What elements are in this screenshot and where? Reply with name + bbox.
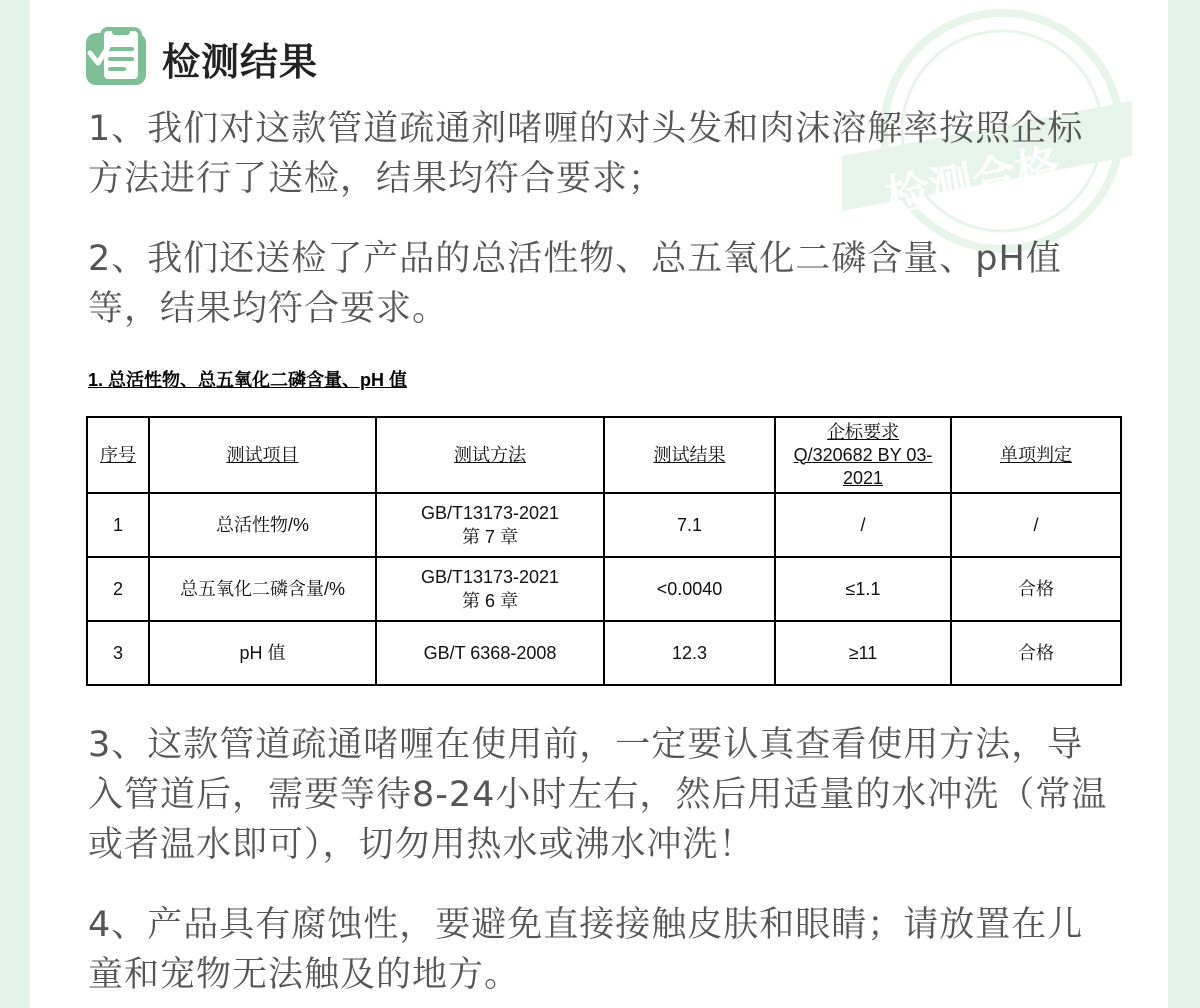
cell-result: 7.1 bbox=[604, 493, 775, 557]
cell-result: <0.0040 bbox=[604, 557, 775, 621]
stamp-text: 检测合格 bbox=[881, 139, 1065, 224]
cell-judgement: 合格 bbox=[951, 557, 1121, 621]
cell-no: 3 bbox=[87, 621, 149, 685]
paragraph-2: 2、我们还送检了产品的总活性物、总五氧化二磷含量、pH值等，结果均符合要求。 bbox=[88, 239, 1062, 329]
header-standard bbox=[775, 417, 951, 493]
header-method: 测试方法 bbox=[376, 417, 604, 493]
clipboard-check-icon bbox=[86, 27, 148, 89]
table-row bbox=[87, 557, 1121, 621]
cell-judgement: / bbox=[951, 493, 1121, 557]
table-row bbox=[87, 621, 1121, 685]
section-header bbox=[86, 26, 318, 90]
cell-no: 1 bbox=[87, 493, 149, 557]
cell-item: 总五氧化二磷含量/% bbox=[149, 557, 376, 621]
cell-standard: / bbox=[775, 493, 951, 557]
cell-method-line2: 第 6 章 bbox=[461, 591, 518, 611]
header-no: 序号 bbox=[87, 417, 149, 493]
cell-method bbox=[376, 557, 604, 621]
header-judgement: 单项判定 bbox=[951, 417, 1121, 493]
table-caption: 1. 总活性物、总五氧化二磷含量、pH 值 bbox=[88, 370, 408, 390]
cell-method-line1: GB/T13173-2021 bbox=[420, 503, 560, 523]
table-row bbox=[87, 493, 1121, 557]
header-item: 测试项目 bbox=[149, 417, 376, 493]
cell-result: 12.3 bbox=[604, 621, 775, 685]
header-standard-line2: Q/320682 BY 03- bbox=[793, 444, 933, 465]
header-result: 测试结果 bbox=[604, 417, 775, 493]
cell-method bbox=[376, 493, 604, 557]
table-header-row bbox=[87, 417, 1121, 493]
cell-method-line1: GB/T13173-2021 bbox=[420, 567, 560, 587]
paragraph-3: 3、这款管道疏通啫喱在使用前，一定要认真查看使用方法，导入管道后，需要等待8-24小时左右，然后用适量的水冲洗（常温或者温水即可），切勿用热水或沸水冲洗！ bbox=[88, 725, 1108, 865]
cell-method-line2: 第 7 章 bbox=[461, 527, 518, 547]
cell-no: 2 bbox=[87, 557, 149, 621]
cell-judgement: 合格 bbox=[951, 621, 1121, 685]
cell-item: pH 值 bbox=[149, 621, 376, 685]
cell-standard: ≥11 bbox=[775, 621, 951, 685]
header-standard-line1: 企标要求 bbox=[827, 421, 899, 442]
page-title: 检测结果 bbox=[162, 39, 319, 84]
header-standard-line3: 2021 bbox=[842, 467, 884, 488]
cell-item: 总活性物/% bbox=[149, 493, 376, 557]
cell-standard: ≤1.1 bbox=[775, 557, 951, 621]
paragraph-4: 4、产品具有腐蚀性，要避免直接接触皮肤和眼睛；请放置在儿童和宠物无法触及的地方。 bbox=[88, 905, 1084, 995]
test-results-table bbox=[86, 416, 1122, 686]
cell-method: GB/T 6368-2008 bbox=[376, 621, 604, 685]
paragraph-1: 1、我们对这款管道疏通剂啫喱的对头发和肉沫溶解率按照企标方法进行了送检，结果均符合要求； bbox=[88, 109, 1084, 199]
